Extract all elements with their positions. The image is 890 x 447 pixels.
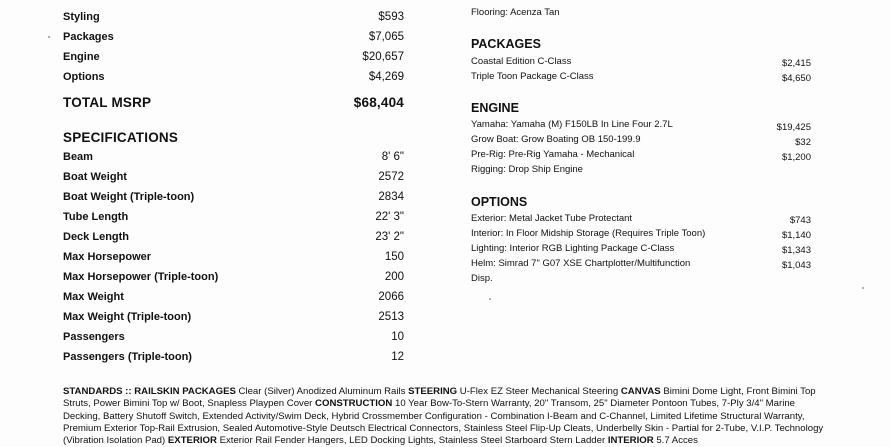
spec-label: Max Horsepower <box>63 251 152 263</box>
cost-value-engine: $20,657 <box>362 51 404 63</box>
standards-text: Clear (Silver) Anodized Aluminum Rails <box>235 386 409 397</box>
option-price: $1,140 <box>781 230 811 241</box>
option-price: $743 <box>789 215 811 226</box>
standards-heading: STANDARDS :: RAILSKIN PACKAGES <box>63 386 236 397</box>
construction-heading: CONSTRUCTION <box>315 398 393 410</box>
steering-text: U-Flex EZ Steer Mechanical Steering <box>457 386 621 397</box>
option-item: Lighting: Interior RGB Lighting Package C-Class <box>471 243 675 254</box>
interior-heading: INTERIOR <box>607 435 654 447</box>
spec-value: 8' 6" <box>381 151 404 163</box>
option-price: $1,043 <box>781 260 811 271</box>
engine-item: Pre-Rig: Pre-Rig Yamaha - Mechanical <box>471 149 635 160</box>
spec-label: Tube Length <box>63 211 129 223</box>
package-item: Triple Toon Package C-Class <box>471 71 594 82</box>
total-msrp-value: $68,404 <box>353 95 404 110</box>
cost-label-engine: Engine <box>63 51 100 63</box>
spec-value: 10 <box>391 331 404 343</box>
spec-label: Boat Weight (Triple-toon) <box>63 191 195 203</box>
canvas-heading: CANVAS <box>620 386 661 397</box>
engine-price: $19,425 <box>776 122 811 133</box>
spec-value: 2513 <box>378 311 404 323</box>
spec-label: Max Weight <box>63 291 124 303</box>
standards-paragraph <box>63 386 828 447</box>
interior-text: 5.7 Acces <box>653 435 698 447</box>
spec-value: 2066 <box>378 291 404 303</box>
spec-label: Max Horsepower (Triple-toon) <box>63 271 219 283</box>
spec-label: Beam <box>63 151 93 163</box>
spec-label: Boat Weight <box>63 171 127 183</box>
cost-label-styling: Styling <box>63 11 100 23</box>
spec-value: 2572 <box>378 171 404 183</box>
option-item: Interior: In Floor Midship Storage (Requires Triple Toon) <box>471 228 706 239</box>
engine-price: $32 <box>795 137 811 148</box>
option-item-continued: Disp. <box>471 273 493 284</box>
spec-label: Max Weight (Triple-toon) <box>63 311 192 323</box>
canvas-text: Bimini Dome Light, Front Bimini Top Struts, Power Bimini Top w/ Boot, Snapless Playpen Cover <box>63 386 816 410</box>
engine-item: Rigging: Drop Ship Engine <box>471 164 583 175</box>
engine-price: $1,200 <box>781 152 811 163</box>
options-title: OPTIONS <box>471 195 528 209</box>
spec-value: 23' 2" <box>375 231 404 243</box>
scan-speck <box>862 287 864 289</box>
spec-label: Deck Length <box>63 231 130 243</box>
packages-title: PACKAGES <box>471 37 541 51</box>
cost-label-options: Options <box>63 71 105 83</box>
spec-value: 200 <box>384 271 404 283</box>
package-price: $4,650 <box>781 73 811 84</box>
cost-value-packages: $7,065 <box>368 31 404 43</box>
cost-value-styling: $593 <box>378 11 404 23</box>
specifications-title: SPECIFICATIONS <box>63 130 179 145</box>
spec-value: 12 <box>391 351 404 363</box>
package-price: $2,415 <box>781 58 811 69</box>
option-price: $1,343 <box>781 245 811 256</box>
exterior-heading: EXTERIOR <box>167 435 217 447</box>
steering-heading: STEERING <box>408 386 458 397</box>
spec-label: Passengers <box>63 331 125 343</box>
engine-item: Grow Boat: Grow Boating OB 150-199.9 <box>471 134 641 145</box>
exterior-text: Exterior Rail Fender Hangers, LED Docking Lights, Stainless Steel Starboard Stern Ladder <box>216 435 608 447</box>
flooring-line: Flooring: Acenza Tan <box>471 7 560 18</box>
spec-label: Passengers (Triple-toon) <box>63 351 192 363</box>
spec-value: 2834 <box>378 191 404 203</box>
cost-value-options: $4,269 <box>368 71 404 83</box>
engine-item: Yamaha: Yamaha (M) F150LB In Line Four 2.7L <box>471 119 673 130</box>
construction-text: 10 Year Bow-To-Stern Warranty, 20" Transom, 25" Diameter Pontoon Tubes, 7-Ply 3/4" Marine Decking, Battery Shutoff Switch, Extended Activity/Swim Deck, Hybrid Crossmember Configuration - Combination I-Beam and C-Channel, Limited Lifetime Structural Warranty, Premium Exterior Top-Rail Extrusion, Sealed Automotive-Style Deutsch Electrical Connectors, Stainless Steel Flip-Up Cleats, Underbelly Skin - Partial for 2-Tube, V.I.P. Technology (Vibration Isolation Pad) <box>63 398 824 447</box>
option-item: Helm: Simrad 7" G07 XSE Chartplotter/Multifunction <box>471 258 691 269</box>
total-msrp-label: TOTAL MSRP <box>63 95 152 110</box>
spec-value: 150 <box>384 251 404 263</box>
spec-value: 22' 3" <box>375 211 404 223</box>
option-item: Exterior: Metal Jacket Tube Protectant <box>471 213 633 224</box>
engine-title: ENGINE <box>471 101 519 115</box>
cost-label-packages: Packages <box>63 31 114 43</box>
scan-speck <box>48 36 50 38</box>
scan-speck <box>489 298 491 300</box>
package-item: Coastal Edition C-Class <box>471 56 572 67</box>
